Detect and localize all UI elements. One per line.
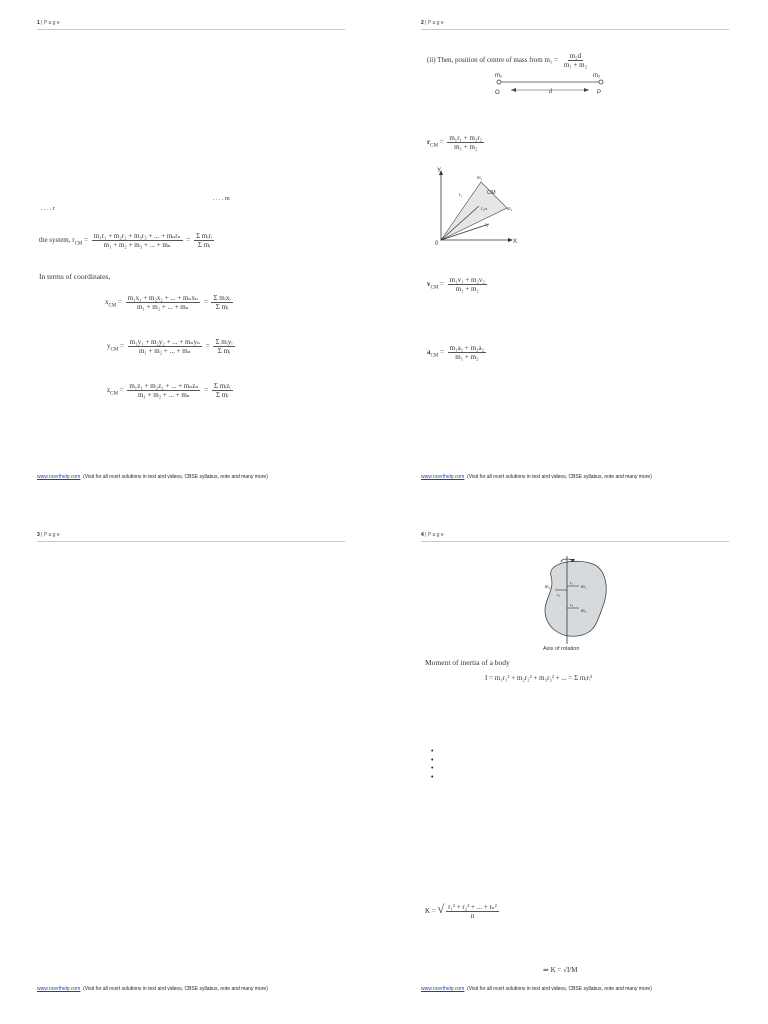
page-header: 3 | P a g e [37,530,345,542]
fraction [562,52,589,69]
label-rcm: r꜀ₘ [481,207,488,212]
origin-label: 0 [435,241,439,246]
eq-lhs: K = [425,907,436,915]
eq-lhs: r [427,138,431,147]
page-4 [421,530,767,1010]
page-footer [37,986,268,992]
page-2 [421,18,767,498]
label-r1: r₁ [570,580,574,585]
numerator: m₁y₁ + m₂y₂ + ... + mₙyₙ [129,338,200,346]
sum-fraction [194,232,214,249]
zcm-equation: $z_{CM}$ = $\frac{\text{m₁z₁ + m₂z₂ + ... + mₙzₙ}}{\text{m₁ + m₂ + ... + mₙ}}$ = $\frac{\text{Σ mᵢzᵢ}}{\text{Σ mᵢ}}$ [107,382,231,399]
cm-vector-diagram [429,166,529,246]
page-footer [421,986,652,992]
eq-lhs: x [105,298,109,307]
label-m2: m₂ [507,207,513,212]
numerator: Σ mᵢzᵢ [213,382,231,390]
sum-fraction [212,382,233,399]
rcm-equation: $r_{CM}$ = $\frac{\text{m₁r₁ + m₂r₂}}{\text{m₁ + m₂}}$ [427,134,483,151]
radius-of-gyration-equation: K = √ $\frac{\text{r₁² + r₂² + ... + rₙ²}}{n}$ [425,902,497,920]
label-p: P [597,90,602,96]
subscript: CM [110,347,119,353]
denominator: m₁ + m₂ + ... + mₙ [136,303,189,311]
eq-lhs: the system, r [39,236,75,245]
denominator: m₁ + m₂ [455,353,479,361]
numerator: m₁r₁ + m₂r₂ [449,134,483,142]
rigid-body-diagram [537,556,617,652]
label-m2: m₂ [545,585,551,590]
page-number: 3 [37,532,40,538]
label-m1: m₁ [495,73,503,79]
numerator: m₁v₁ + m₂v₂ [449,276,485,284]
page-header: 1 | P a g e [37,18,345,30]
label-r2: r₂ [485,223,489,228]
subscript: CM [430,353,439,359]
numerator: m₁a₁ + m₂a₂ [449,344,485,352]
label-r2: r₂ [557,592,561,597]
numerator: Σ mᵢxᵢ [213,294,231,302]
denominator: Σ mᵢ [197,241,211,249]
page-header: 4 | P a g e [421,530,729,542]
label-r3: r₃ [570,602,574,607]
subscript: CM [430,285,439,291]
sum-fraction [211,294,232,311]
coords-title: In terms of coordinates, [39,272,111,281]
vcm-equation: $v_{CM}$ = $\frac{\text{m₁v₁ + m₂v₂}}{\text{m₁ + m₂}}$ [427,276,485,293]
numerator: Σ mᵢyᵢ [215,338,233,346]
page-label: P a g e [43,20,60,26]
bullet-list [431,748,433,782]
label-o: O [495,90,500,96]
page-label: P a g e [427,532,444,538]
position-equation [427,52,591,69]
ycm-equation: $y_{CM}$ = $\frac{\text{m₁y₁ + m₂y₂ + ... + mₙyₙ}}{\text{m₁ + m₂ + ... + mₙ}}$ = $\frac{\text{Σ mᵢyᵢ}}{\text{Σ mᵢ}}$ [107,338,233,355]
page-3 [37,530,383,1010]
fragment-m: . . . . m [213,196,230,202]
label-m1: m₁ [581,585,587,590]
page-label: P a g e [43,532,60,538]
fraction [448,276,487,293]
eq-lhs: z [107,386,111,395]
eq-lhs: v [427,280,431,289]
fragment-r: . . . . r [41,206,55,212]
subscript: CM [108,303,117,309]
footer-link[interactable]: www.ncerthelp.com [37,474,81,480]
page-label: P a g e [427,20,444,26]
footer-text: (Visit for all ncert solutions in text and videos, CBSE syllabus, note and many more) [83,986,268,992]
page-number: 4 [421,532,424,538]
eq-lhs: I = m₁r₁² + m₂r₂² + m₃r₃² + ... = [485,674,573,682]
axis-x-label: X [513,239,518,245]
fraction [447,134,484,151]
denominator: Σ mᵢ [215,303,229,311]
page-1 [37,18,383,498]
fraction [126,294,200,311]
sum-fraction [213,338,234,355]
footer-text: (Visit for all ncert solutions in text and videos, CBSE syllabus, note and many more) [83,474,268,480]
numerator: m₁r₁ + m₂r₂ + m₃r₃ + ... + mₙrₙ [93,232,181,240]
denominator: m₁ + m₂ [563,61,588,69]
numerator: m₁z₁ + m₂z₂ + ... + mₙzₙ [129,382,199,390]
label-d: d [549,89,552,95]
axis-of-rotation-label: Axis of rotation [543,646,580,652]
fraction [127,382,200,399]
footer-link[interactable]: www.ncerthelp.com [421,474,465,480]
denominator: n [470,911,475,920]
two-mass-diagram [491,68,611,96]
label-m2: m₂ [593,73,601,79]
denominator: Σ mᵢ [216,391,229,399]
bullet: • [431,748,434,755]
denominator: m₁ + m₂ [455,285,479,293]
subscript: CM [74,241,83,247]
fraction [128,338,202,355]
denominator: m₁ + m₂ + ... + mₙ [137,391,190,399]
page-header: 2 | P a g e [421,18,729,30]
footer-text: (Visit for all ncert solutions in text and videos, CBSE syllabus, note and many more) [467,986,652,992]
eq-lhs: a [427,348,431,357]
page-number: 2 [421,20,424,26]
subscript: CM [110,391,118,397]
label-m1: m₁ [477,176,483,181]
eq-lhs: y [107,342,111,351]
acm-equation: $a_{CM}$ = $\frac{\text{m₁a₁ + m₂a₂}}{\text{m₁ + m₂}}$ [427,344,485,361]
fraction [92,232,183,249]
moi-equation [485,674,592,682]
eq-text: (ii) Then, position of centre of mass from m₁ = [427,56,559,65]
axis-y-label: Y [437,168,442,174]
label-cm: CM [487,190,496,196]
label-m3: m₃ [581,609,587,614]
moi-title: Moment of inertia of a body [425,658,510,667]
sum-term: Σ mᵢrᵢ² [574,674,593,682]
bullet: • [431,773,434,781]
bullet: • [431,765,434,772]
numerator: m₁x₁ + m₂x₂ + ... + mₙxₙ [127,294,198,302]
label-r1: r₁ [459,193,463,198]
numerator: r₁² + r₂² + ... + rₙ² [448,902,497,911]
page-number: 1 [37,20,40,26]
k-final: ⇒ K = √I/M [543,966,578,974]
page-footer [421,474,652,480]
footer-link[interactable]: www.ncerthelp.com [37,986,81,992]
footer-text: (Visit for all ncert solutions in text and videos, CBSE syllabus, note and many more) [467,474,652,480]
denominator: m₁ + m₂ + m₃ + ... + mₙ [103,241,171,249]
page-footer [37,474,268,480]
numerator: m₂d [569,52,582,60]
numerator: Σ mᵢrᵢ [196,232,212,240]
denominator: m₁ + m₂ [454,143,478,151]
rcm-equation: the system, $r_{CM}$ = $\frac{\text{m₁r₁ + m₂r₂ + m₃r₃ + ... + mₙrₙ}}{\text{m₁ + m₂ + m₃ + ... + mₙ}}$ = $\frac{\text{Σ mᵢrᵢ}}{\text{Σ mᵢ}}$ [39,232,212,249]
fraction [446,903,499,920]
denominator: m₁ + m₂ + ... + mₙ [138,347,191,355]
xcm-equation: $x_{CM}$ = $\frac{\text{m₁x₁ + m₂x₂ + ... + mₙxₙ}}{\text{m₁ + m₂ + ... + mₙ}}$ = $\frac{\text{Σ mᵢxᵢ}}{\text{Σ mᵢ}}$ [105,294,231,311]
denominator: Σ mᵢ [217,347,231,355]
fraction [448,344,486,361]
subscript: CM [430,143,438,149]
footer-link[interactable]: www.ncerthelp.com [421,986,465,992]
bullet: • [431,756,434,764]
